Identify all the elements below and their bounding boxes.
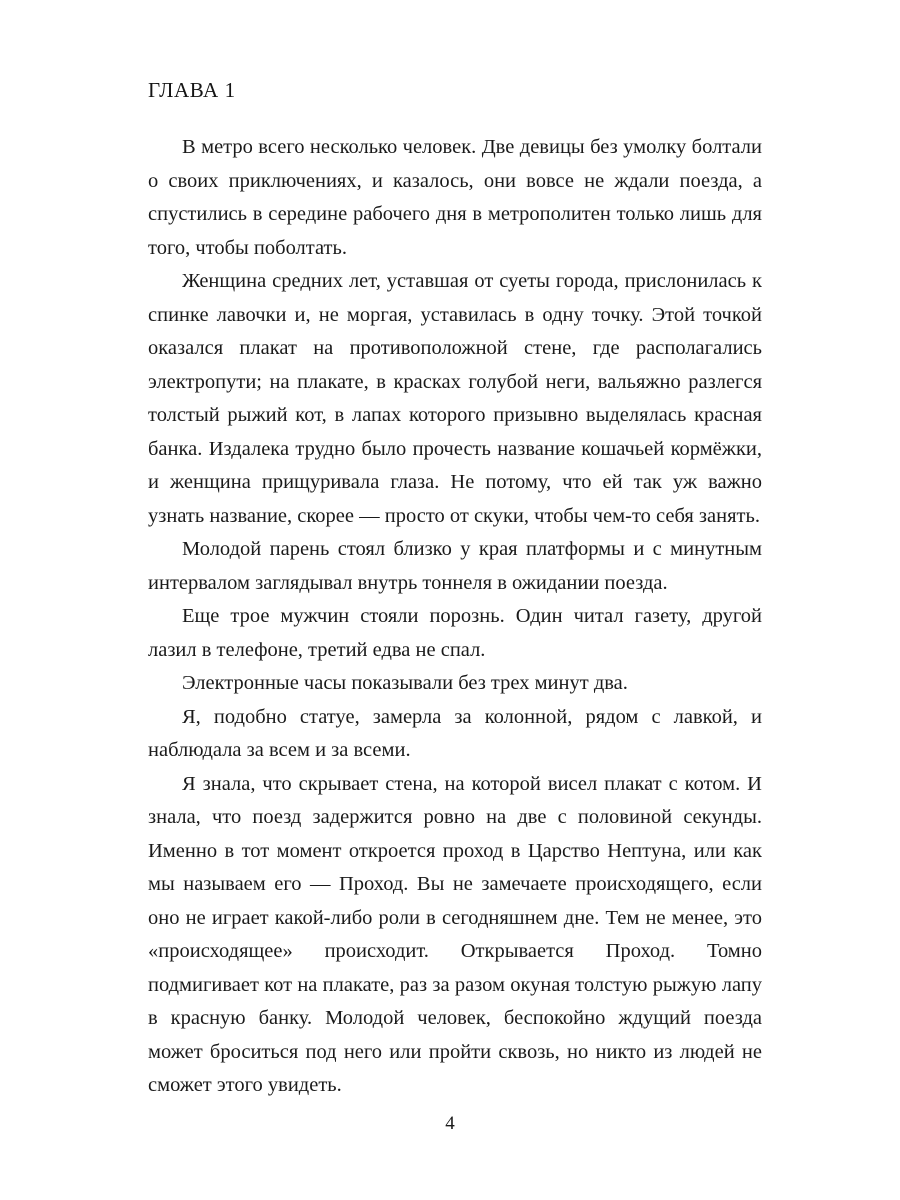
body-paragraph: Молодой парень стоял близко у края платформы и с минутным интервалом заглядывал внутрь тоннеля в ожидании поезда. [148, 538, 762, 594]
body-paragraph: Электронные часы показывали без трех минут два. [182, 672, 628, 694]
page-number: 4 [445, 1113, 455, 1134]
body-paragraph: Женщина средних лет, уставшая от суеты города, прислонилась к спинке лавочки и, не моргая, уставилась в одну точку. Этой точкой оказался плакат на противоположной стене, где располагались электропути; на плакате, в красках голубой неги, вальяжно разлегся толстый рыжий кот, в лапах которого призывно выделялась красная банка. Издалека трудно было прочесть название кошачьей кормёжки, и женщина прищуривала глаза. Не потому, что ей так уж важно узнать название, скорее — просто от скуки, чтобы чем-то себя занять. [148, 270, 762, 527]
body-paragraph: Я, подобно статуе, замерла за колонной, рядом с лавкой, и наблюдала за всем и за всеми. [148, 705, 762, 761]
page-content [148, 78, 762, 1103]
body-paragraph: Еще трое мужчин стояли порознь. Один читал газету, другой лазил в телефоне, третий едва не спал. [148, 605, 762, 661]
body-paragraph: В метро всего несколько человек. Две девицы без умолку болтали о своих приключениях, и казалось, они вовсе не ждали поезда, а спустились в середине рабочего дня в метрополитен только лишь для того, чтобы поболтать. [148, 136, 762, 259]
body-paragraph: Я знала, что скрывает стена, на которой висел плакат с котом. И знала, что поезд задержится ровно на две с половиной секунды. Именно в тот момент откроется проход в Царство Нептуна, или как мы называем его — Проход. Вы не замечаете происходящего, если оно не играет какой-либо роли в сегодняшнем дне. Тем не менее, это «происходящее» происходит. Открывается Проход. Томно подмигивает кот на плакате, раз за разом окуная толстую рыжую лапу в красную банку. Молодой человек, беспокойно ждущий поезда может броситься под него или пройти сквозь, но никто из людей не сможет этого увидеть. [148, 772, 762, 1096]
chapter-heading: ГЛАВА 1 [148, 78, 236, 102]
